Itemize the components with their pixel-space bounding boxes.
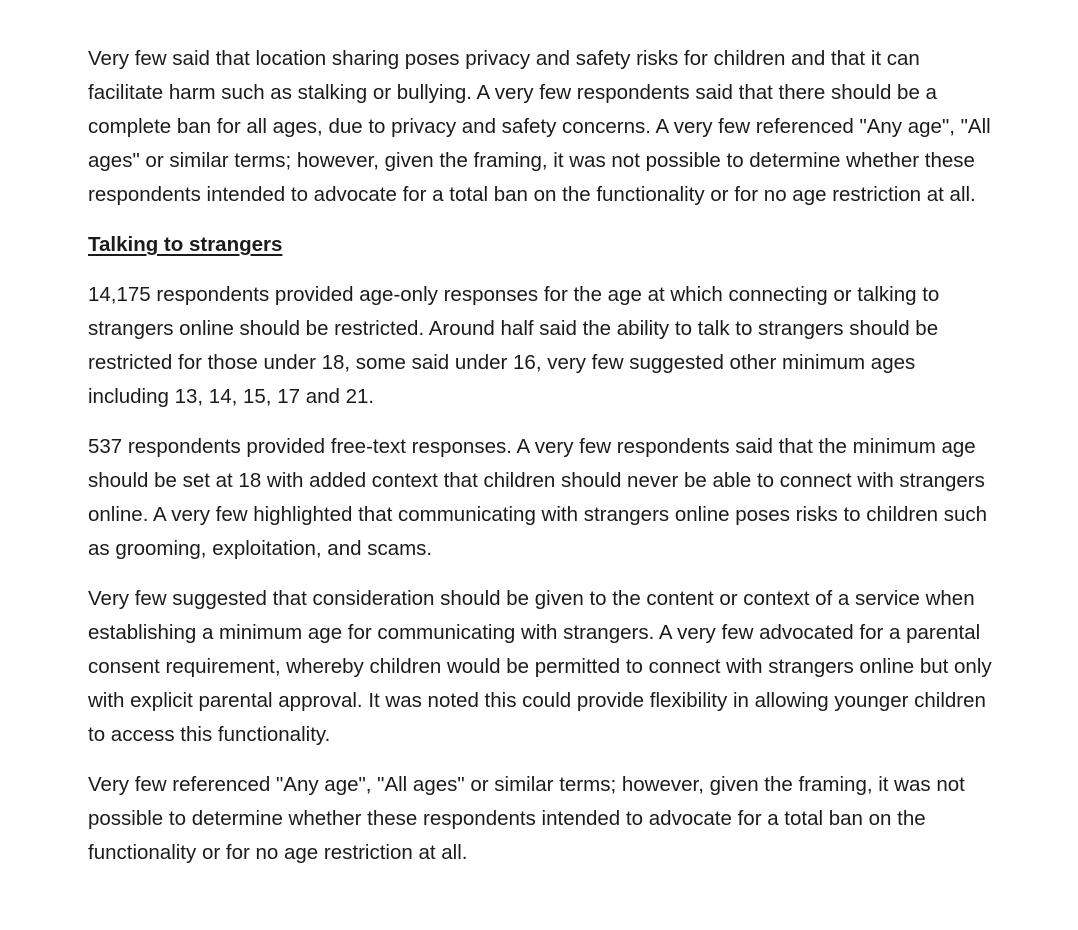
paragraph-age-only-responses: 14,175 respondents provided age-only responses for the age at which connecting or talking to strangers online should be restricted. Around half said the ability to talk to strangers should be restricted for those under 18, some said under 16, very few suggested other minimum ages including 13, 14, 15, 17 and 21. bbox=[88, 283, 940, 408]
next-section-heading-cut-off bbox=[88, 912, 993, 930]
paragraph-free-text-responses: 537 respondents provided free-text responses. A very few respondents said that the minimum age should be set at 18 with added context that children should never be able to connect with strangers online. A very few highlighted that communicating with strangers online poses risks to children such as grooming, exploitation, and scams. bbox=[88, 435, 988, 560]
section-heading-talking-to-strangers: Talking to strangers bbox=[88, 233, 283, 256]
paragraph-any-age-framing: Very few referenced "Any age", "All ages" or similar terms; however, given the framing, it was not possible to determine whether these respondents intended to advocate for a total ban on the functionality or for no age restriction at all. bbox=[88, 773, 965, 864]
paragraph-context-and-consent: Very few suggested that consideration should be given to the content or context of a service when establishing a minimum age for communicating with strangers. A very few advocated for a parental consent requirement, whereby children would be permitted to connect with strangers online but only with explicit parental approval. It was noted this could provide flexibility in allowing younger children to access this functionality. bbox=[88, 587, 992, 746]
paragraph-location-sharing-risks: Very few said that location sharing poses privacy and safety risks for children and that it can facilitate harm such as stalking or bullying. A very few respondents said that there should be a complete ban for all ages, due to privacy and safety concerns. A very few referenced "Any age", "All ages" or similar terms; however, given the framing, it was not possible to determine whether these respondents intended to advocate for a total ban on the functionality or for no age restriction at all. bbox=[88, 47, 991, 206]
document-body bbox=[88, 42, 993, 886]
